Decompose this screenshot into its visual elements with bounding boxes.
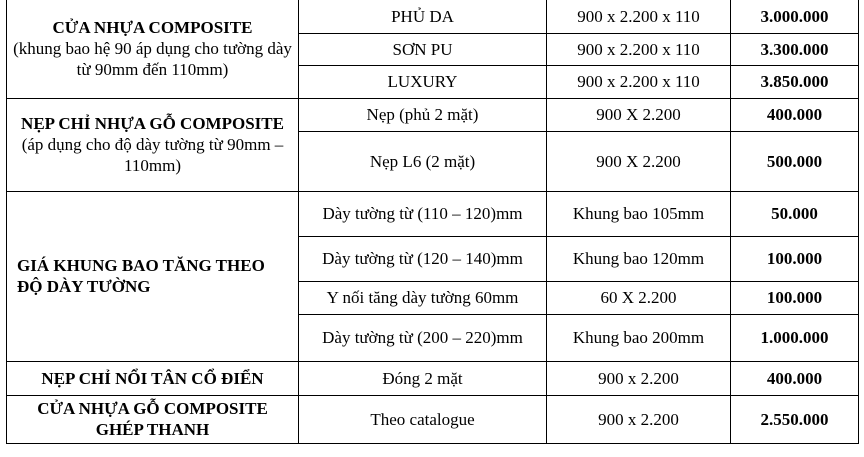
category-title: NẸP CHỈ NỔI TÂN CỔ ĐIỂN [41,368,264,388]
product-type-cell: Dày tường từ (120 – 140)mm [299,236,547,281]
table-row [7,98,859,131]
category-title: CỬA NHỰA GỖ COMPOSITE GHÉP THANH [37,399,268,439]
price-cell: 100.000 [731,236,859,281]
size-cell: 900 X 2.200 [547,98,731,131]
size-cell: 900 x 2.200 x 110 [547,33,731,65]
price-cell: 400.000 [731,361,859,395]
price-cell: 3.000.000 [731,0,859,33]
size-cell: 900 x 2.200 [547,361,731,395]
category-cell [7,0,299,98]
product-type-cell: SƠN PU [299,33,547,65]
category-cell [7,98,299,191]
price-cell: 1.000.000 [731,314,859,361]
table-row [7,361,859,395]
size-cell: 900 x 2.200 x 110 [547,65,731,98]
category-title: CỬA NHỰA COMPOSITE [52,18,253,38]
category-title: GIÁ KHUNG BAO TĂNG THEO ĐỘ DÀY TƯỜNG [17,256,265,296]
product-type-cell: Nẹp L6 (2 mặt) [299,131,547,191]
size-cell: 900 X 2.200 [547,131,731,191]
price-cell: 400.000 [731,98,859,131]
size-cell: Khung bao 120mm [547,236,731,281]
price-cell: 100.000 [731,281,859,314]
product-type-cell: Dày tường từ (200 – 220)mm [299,314,547,361]
category-note: (áp dụng cho độ dày tường từ 90mm – 110mm) [21,135,284,175]
product-type-cell: PHỦ DA [299,0,547,33]
category-title: NẸP CHỈ NHỰA GỖ COMPOSITE [21,114,284,133]
category-note: (khung bao hệ 90 áp dụng cho tường dày từ 90mm đến 110mm) [13,39,292,80]
category-cell [7,191,299,361]
table-row [7,395,859,443]
price-cell: 3.850.000 [731,65,859,98]
size-cell: Khung bao 105mm [547,191,731,236]
product-type-cell: Nẹp (phủ 2 mặt) [299,98,547,131]
size-cell: 60 X 2.200 [547,281,731,314]
price-cell: 2.550.000 [731,395,859,443]
product-type-cell: Đóng 2 mặt [299,361,547,395]
category-cell [7,361,299,395]
category-cell [7,395,299,443]
size-cell: 900 x 2.200 [547,395,731,443]
table-row [7,191,859,236]
product-type-cell: Theo catalogue [299,395,547,443]
price-table-sheet [6,0,858,457]
price-table [6,0,859,444]
table-row [7,0,859,33]
price-cell: 50.000 [731,191,859,236]
size-cell: 900 x 2.200 x 110 [547,0,731,33]
product-type-cell: Y nối tăng dày tường 60mm [299,281,547,314]
price-cell: 500.000 [731,131,859,191]
size-cell: Khung bao 200mm [547,314,731,361]
product-type-cell: LUXURY [299,65,547,98]
product-type-cell: Dày tường từ (110 – 120)mm [299,191,547,236]
price-cell: 3.300.000 [731,33,859,65]
